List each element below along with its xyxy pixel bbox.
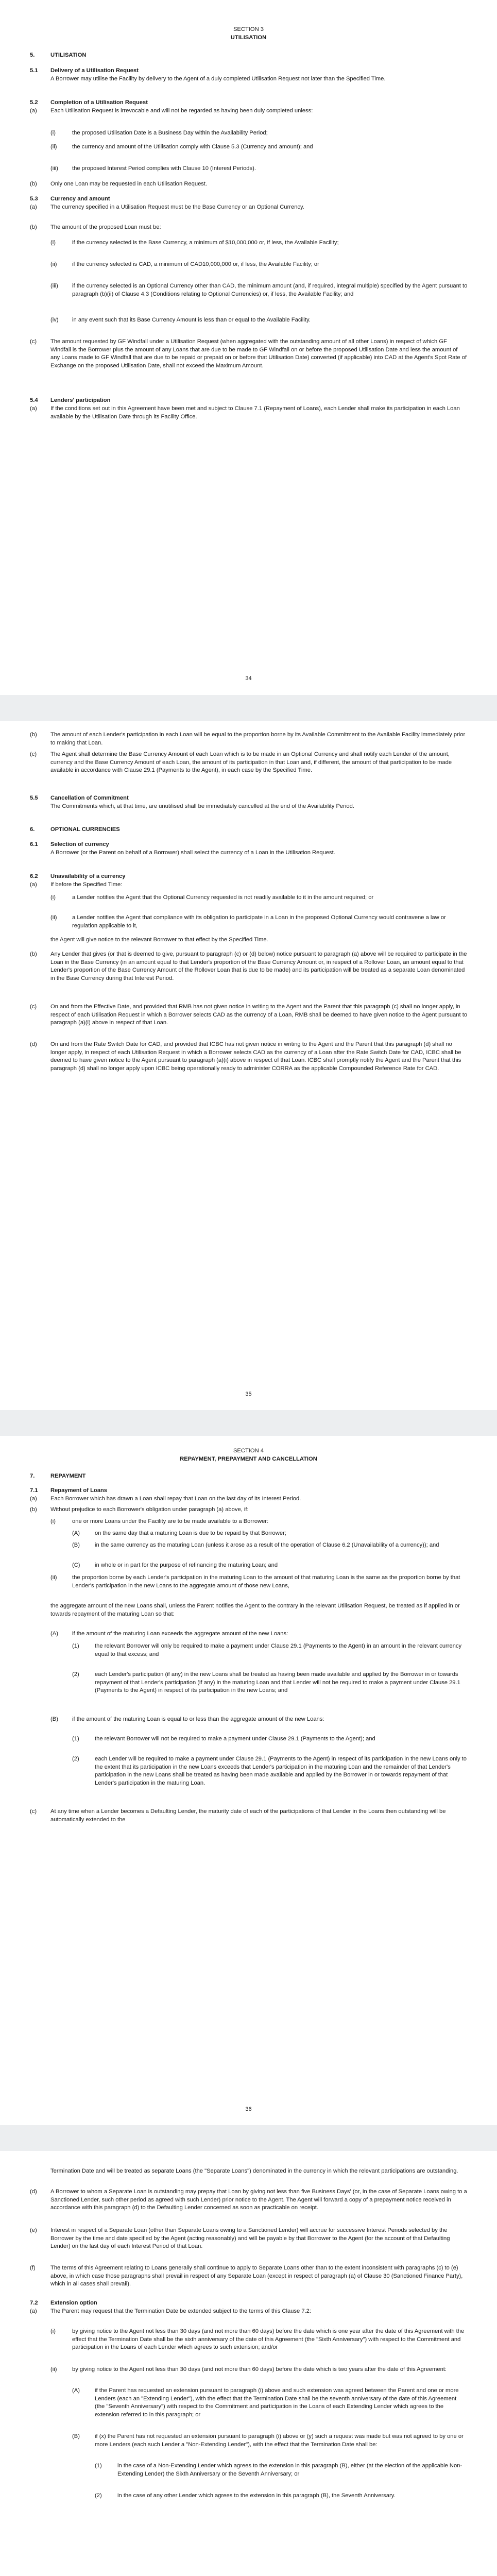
clause-title: UTILISATION xyxy=(50,52,87,58)
clause-title: OPTIONAL CURRENCIES xyxy=(50,826,120,833)
para-number: (1) xyxy=(72,1736,79,1742)
paragraph: A Borrower (or the Parent on behalf of a Borrower) shall select the currency of a Loan in the Utilisation Request. xyxy=(50,850,335,856)
clause-number: 6.2 xyxy=(30,873,38,879)
para-number: (f) xyxy=(30,2265,36,2271)
para-number: (a) xyxy=(30,2308,37,2314)
para-number: (i) xyxy=(50,130,56,136)
para-number: (a) xyxy=(30,882,37,888)
paragraph: one or more Loans under the Facility are to be made available to a Borrower: xyxy=(72,1518,269,1524)
section-heading: SECTION 4 xyxy=(233,1448,264,1454)
clause-title: Extension option xyxy=(50,2300,97,2306)
page-34 xyxy=(0,0,497,695)
paragraph: A Borrower to whom a Separate Loan is outstanding may prepay that Loan by giving not less than five Business Days' (or, in the case of Separate Loans owing to a Sanctioned Lender, such other period as agreed with such Lender) prior notice to the Agent. The Agent will forward a copy of a prepayment notice received in accordance with this paragraph (d) to the Defaulting Lender concerned as soon as practicable on receipt. xyxy=(50,2189,467,2211)
clause-number: 6.1 xyxy=(30,841,38,848)
paragraph: if the currency selected is the Base Currency, a minimum of $10,000,000 or, if less, the Available Facility; xyxy=(72,240,339,246)
para-number: (1) xyxy=(72,1643,79,1649)
para-number: (A) xyxy=(72,2387,80,2394)
page-36 xyxy=(0,1436,497,2125)
paragraph: The currency specified in a Utilisation Request must be the Base Currency or an Optional Currency. xyxy=(50,204,304,210)
para-number: (a) xyxy=(30,108,37,114)
paragraph: a Lender notifies the Agent that compliance with its obligation to participate in a Loan in the proposed Optional Currency would contravene a law or regulation applicable to it, xyxy=(72,914,446,929)
paragraph: if the currency selected is an Optional Currency other than CAD, the minimum amount (and, if required, integral multiple) specified by the Agent pursuant to paragraph (b)(ii) of Clause 4.3 (Conditions relating to Optional Currencies) or, if less, the Available Facility; and xyxy=(72,283,468,297)
para-number: (a) xyxy=(30,405,37,412)
paragraph: If the conditions set out in this Agreement have been met and subject to Clause 7.1 (Repayment of Loans), each Lender shall make its participation in each Loan available by the Utilisation Date through its Facility Office. xyxy=(50,405,460,420)
paragraph: On and from the Effective Date, and provided that RMB has not given notice in writing to the Agent and the Parent that this paragraph (c) shall no longer apply, in respect of each Utilisation Request in which a Borrower selects CAD as the currency of a Loan, RMB shall be deemed to have given notice to the Agent pursuant to paragraph (a)(i) above in respect of that Loan. xyxy=(50,1004,468,1026)
clause-title: Completion of a Utilisation Request xyxy=(50,99,148,106)
para-number: (B) xyxy=(50,1716,58,1722)
page-number: 35 xyxy=(245,1391,252,1397)
paragraph: if (x) the Parent has not requested an extension pursuant to paragraph (i) above or (y) such a request was made but was not agreed to by one or more Lenders (each such Lender a "Non-Extending Lender"), with the effect that the Termination Date shall be: xyxy=(95,2433,464,2448)
para-number: (ii) xyxy=(50,144,57,150)
paragraph: The Parent may request that the Termination Date be extended subject to the terms of this Clause 7.2: xyxy=(50,2308,311,2314)
clause-number: 5.4 xyxy=(30,397,38,403)
paragraph: if the amount of the maturing Loan is equal to or less than the aggregate amount of the new Loans: xyxy=(72,1716,324,1722)
para-number: (c) xyxy=(30,751,37,757)
clause-number: 5.2 xyxy=(30,99,38,106)
para-number: (c) xyxy=(30,1808,37,1815)
paragraph: The terms of this Agreement relating to Loans generally shall continue to apply to Separate Loans other than to the extent inconsistent with paragraphs (c) to (e) above, in which case those paragraphs shall prevail in respect of any Separate Loan (except in respect of paragraph (a) of Clause 30 (Sanctioned Finance Party), which in all cases shall prevail). xyxy=(50,2265,463,2287)
clause-title: Unavailability of a currency xyxy=(50,873,126,879)
para-number: (a) xyxy=(30,204,37,210)
para-number: (C) xyxy=(72,1562,80,1568)
paragraph: the proposed Utilisation Date is a Business Day within the Availability Period; xyxy=(72,130,268,136)
para-number: (ii) xyxy=(50,1574,57,1581)
para-number: (ii) xyxy=(50,914,57,921)
page-separator xyxy=(0,695,497,721)
clause-number: 7. xyxy=(30,1473,35,1479)
paragraph: in whole or in part for the purpose of refinancing the maturing Loan; and xyxy=(95,1562,278,1568)
paragraph: The Agent shall determine the Base Currency Amount of each Loan which is to be made in an Optional Currency and shall notify each Lender of the amount, currency and the Base Currency Amount of each Loan, the amount of its participation in that Loan and, if different, the amount of that participation to be made available in accordance with Clause 29.1 (Payments to the Agent), in each case by the Specified Time. xyxy=(50,751,452,773)
para-number: (ii) xyxy=(50,261,57,267)
para-number: (c) xyxy=(30,338,37,345)
paragraph: The amount of each Lender's participation in each Loan will be equal to the proportion borne by its Available Commitment to the Available Facility immediately prior to making that Loan. xyxy=(50,732,466,746)
page-35 xyxy=(0,721,497,1410)
clause-number: 5.3 xyxy=(30,196,38,202)
paragraph: Without prejudice to each Borrower's obligation under paragraph (a) above, if: xyxy=(50,1506,249,1513)
paragraph: the Agent will give notice to the relevant Borrower to that effect by the Specified Time. xyxy=(50,937,268,943)
paragraph: Any Lender that gives (or that is deemed to give, pursuant to paragraph (c) or (d) below) notice pursuant to paragraph (a) above will be required to participate in the Loan in the Base Currency (in an amount equal to that Lender's proportion of the Base Currency Amount or, in respect of a Rollover Loan, an amount equal to that Lender's proportion of the Base Currency Amount of the Rollover Loan that is due to be made) and its participation will be treated as a separate Loan denominated in the Base Currency during that Interest Period. xyxy=(50,951,467,981)
page-separator xyxy=(0,2125,497,2151)
para-number: (A) xyxy=(72,1530,80,1536)
clause-title: Delivery of a Utilisation Request xyxy=(50,67,139,74)
para-number: (iv) xyxy=(50,317,59,323)
para-number: (i) xyxy=(50,1518,56,1524)
section-heading: SECTION 3 xyxy=(233,26,264,32)
para-number: (a) xyxy=(30,1496,37,1502)
paragraph: the relevant Borrower will only be required to make a payment under Clause 29.1 (Payments to the Agent) in an amount in the relevant currency equal to that excess; and xyxy=(95,1643,462,1657)
page-number: 36 xyxy=(245,2106,252,2112)
section-title: REPAYMENT, PREPAYMENT AND CANCELLATION xyxy=(180,1456,317,1462)
clause-title: Cancellation of Commitment xyxy=(50,795,129,801)
paragraph: on the same day that a maturing Loan is due to be repaid by that Borrower; xyxy=(95,1530,286,1536)
page-number: 34 xyxy=(245,675,252,682)
para-number: (b) xyxy=(30,1506,37,1513)
paragraph: if the amount of the maturing Loan exceeds the aggregate amount of the new Loans: xyxy=(72,1631,288,1637)
page-separator xyxy=(0,1410,497,1436)
section-title: UTILISATION xyxy=(230,35,267,41)
paragraph: Termination Date and will be treated as separate Loans (the "Separate Loans") denominated in the currency in which the relevant participations are outstanding. xyxy=(50,2168,458,2174)
para-number: (iii) xyxy=(50,165,58,172)
paragraph: if the currency selected is CAD, a minimum of CAD10,000,000 or, if less, the Available Facility; or xyxy=(72,261,319,267)
para-number: (i) xyxy=(50,240,56,246)
para-number: (c) xyxy=(30,1004,37,1010)
paragraph: If before the Specified Time: xyxy=(50,882,123,888)
paragraph: The Commitments which, at that time, are unutilised shall be immediately cancelled at the end of the Availability Period. xyxy=(50,803,354,809)
paragraph: by giving notice to the Agent not less than 30 days (and not more than 60 days) before the date which is one year after the date of this Agreement with the effect that the Termination Date shall be the sixth anniversary of the date of this Agreement (the "Sixth Anniversary") with respect to the Commitment and participation in the Loans of each Lender which agrees to such extension; and/or xyxy=(72,2328,465,2350)
paragraph: the proposed Interest Period complies with Clause 10 (Interest Periods). xyxy=(72,165,256,172)
para-number: (d) xyxy=(30,1041,37,1047)
clause-title: REPAYMENT xyxy=(50,1473,86,1479)
para-number: (i) xyxy=(50,894,56,901)
paragraph: in the case of a Non-Extending Lender which agrees to the extension in this paragraph (B), either (at the election of the applicable Non-Extending Lender) the Sixth Anniversary or the Seventh Anniversary; or xyxy=(117,2463,462,2477)
paragraph: Interest in respect of a Separate Loan (other than Separate Loans owing to a Sanctioned Lender) will accrue for successive Interest Periods selected by the Borrower by the time and date specified by the Agent (acting reasonably) and will be payable by that Borrower to the Agent (for the account of that Defaulting Lender) on the last day of each Interest Period of that Loan. xyxy=(50,2227,450,2249)
paragraph: A Borrower may utilise the Facility by delivery to the Agent of a duly completed Utilisation Request not later than the Specified Time. xyxy=(50,76,386,82)
para-number: (b) xyxy=(30,951,37,957)
clause-title: Lenders' participation xyxy=(50,397,111,403)
paragraph: At any time when a Lender becomes a Defaulting Lender, the maturity date of each of the participations of that Lender in the Loans then outstanding will be automatically extended to the xyxy=(50,1808,446,1823)
para-number: (B) xyxy=(72,2433,80,2439)
paragraph: Each Borrower which has drawn a Loan shall repay that Loan on the last day of its Interest Period. xyxy=(50,1496,301,1502)
para-number: (A) xyxy=(50,1631,58,1637)
clause-number: 7.2 xyxy=(30,2300,38,2306)
clause-title: Selection of currency xyxy=(50,841,109,848)
clause-number: 5.1 xyxy=(30,67,38,74)
para-number: (2) xyxy=(95,2493,102,2499)
para-number: (b) xyxy=(30,181,37,187)
paragraph: if the Parent has requested an extension pursuant to paragraph (i) above and such extension was agreed between the Parent and one or more Lenders (each an "Extending Lender"), with the effect that the Termination Date shall be the seventh anniversary of the date of this Agreement (the "Seventh Anniversary") with respect to the Commitment and participation in the Loans of each Extending Lender which agrees to the extension referred to in this paragraph; or xyxy=(95,2387,459,2418)
paragraph: in the case of any other Lender which agrees to the extension in this paragraph (B), the Seventh Anniversary. xyxy=(117,2493,396,2499)
paragraph: the currency and amount of the Utilisation comply with Clause 5.3 (Currency and amount); and xyxy=(72,144,313,150)
clause-title: Repayment of Loans xyxy=(50,1487,108,1494)
paragraph: in the same currency as the maturing Loan (unless it arose as a result of the operation of Clause 6.2 (Unavailability of a currency)); and xyxy=(95,1542,439,1548)
para-number: (b) xyxy=(30,224,37,230)
para-number: (d) xyxy=(30,2189,37,2195)
clause-number: 7.1 xyxy=(30,1487,38,1494)
clause-number: 6. xyxy=(30,826,35,833)
paragraph: The amount requested by GF Windfall under a Utilisation Request (when aggregated with the outstanding amount of all other Loans) in respect of which GF Windfall is the Borrower plus the amount of any Loans that are due to be made to GF Windfall on or before the proposed Utilisation Date and less the amount of any Loans made to GF Windfall that are due to be repaid or prepaid on or before that Utilisation Date) converted (if applicable) into CAD at the Agent's Spot Rate of Exchange on the proposed Utilisation Date, shall not exceed the Maximum Amount. xyxy=(50,338,467,369)
clause-number: 5.5 xyxy=(30,795,38,801)
paragraph: The amount of the proposed Loan must be: xyxy=(50,224,161,230)
para-number: (1) xyxy=(95,2463,102,2469)
paragraph: each Lender's participation (if any) in the new Loans shall be treated as having been made available and applied by the Borrower in or towards repayment of that Lender's participation (if any) in the maturing Loan and that Lender will not be required to make a payment under Clause 29.1 (Payments to the Agent) in respect of its participation in the new Loans; and xyxy=(95,1671,460,1693)
paragraph: each Lender will be required to make a payment under Clause 29.1 (Payments to the Agent) in respect of its participation in the new Loans only to the extent that its participation in the new Loans exceeds that Lender's participation in the maturing Loan and the remainder of that Lender's participation in the new Loans shall be treated as having been made available and applied by the Borrower in or towards repayment of that Lender's participation in the maturing Loan. xyxy=(95,1756,467,1786)
paragraph: by giving notice to the Agent not less than 30 days (and not more than 60 days) before the date which is two years after the date of this Agreement: xyxy=(72,2366,447,2372)
para-number: (iii) xyxy=(50,283,58,289)
paragraph: Each Utilisation Request is irrevocable and will not be regarded as having been duly completed unless: xyxy=(50,108,313,114)
paragraph: a Lender notifies the Agent that the Optional Currency requested is not readily available to it in the amount required; or xyxy=(72,894,374,901)
paragraph: the relevant Borrower will not be required to make a payment under Clause 29.1 (Payments to the Agent); and xyxy=(95,1736,375,1742)
clause-number: 5. xyxy=(30,52,35,58)
para-number: (e) xyxy=(30,2227,37,2233)
para-number: (2) xyxy=(72,1671,79,1677)
paragraph: On and from the Rate Switch Date for CAD, and provided that ICBC has not given notice in writing to the Agent and the Parent that this paragraph (d) shall no longer apply, in respect of each Utilisation Request in which a Borrower selects CAD as the currency of a Loan after the Rate Switch Date for CAD, ICBC shall be deemed to have given notice to the Agent pursuant to paragraph (a)(i) above in respect of that Loan. ICBC shall promptly notify the Agent and the Parent that this paragraph (d) shall no longer apply upon ICBC being operationally ready to administer CORRA as the applicable Compounded Reference Rate for CAD. xyxy=(50,1041,461,1072)
paragraph: in any event such that its Base Currency Amount is less than or equal to the Available Facility. xyxy=(72,317,311,323)
para-number: (B) xyxy=(72,1542,80,1548)
paragraph: the aggregate amount of the new Loans shall, unless the Parent notifies the Agent to the contrary in the relevant Utilisation Request, be treated as if applied in or towards repayment of the maturing Loan so that: xyxy=(50,1603,460,1617)
paragraph: the proportion borne by each Lender's participation in the maturing Loan to the amount of that maturing Loan is the same as the proportion borne by that Lender's participation in the new Loans to the aggregate amount of those new Loans, xyxy=(72,1574,460,1589)
para-number: (ii) xyxy=(50,2366,57,2372)
page-37 xyxy=(0,2151,497,2576)
para-number: (b) xyxy=(30,732,37,738)
paragraph: Only one Loan may be requested in each Utilisation Request. xyxy=(50,181,208,187)
para-number: (2) xyxy=(72,1756,79,1762)
clause-title: Currency and amount xyxy=(50,196,110,202)
para-number: (i) xyxy=(50,2328,56,2334)
